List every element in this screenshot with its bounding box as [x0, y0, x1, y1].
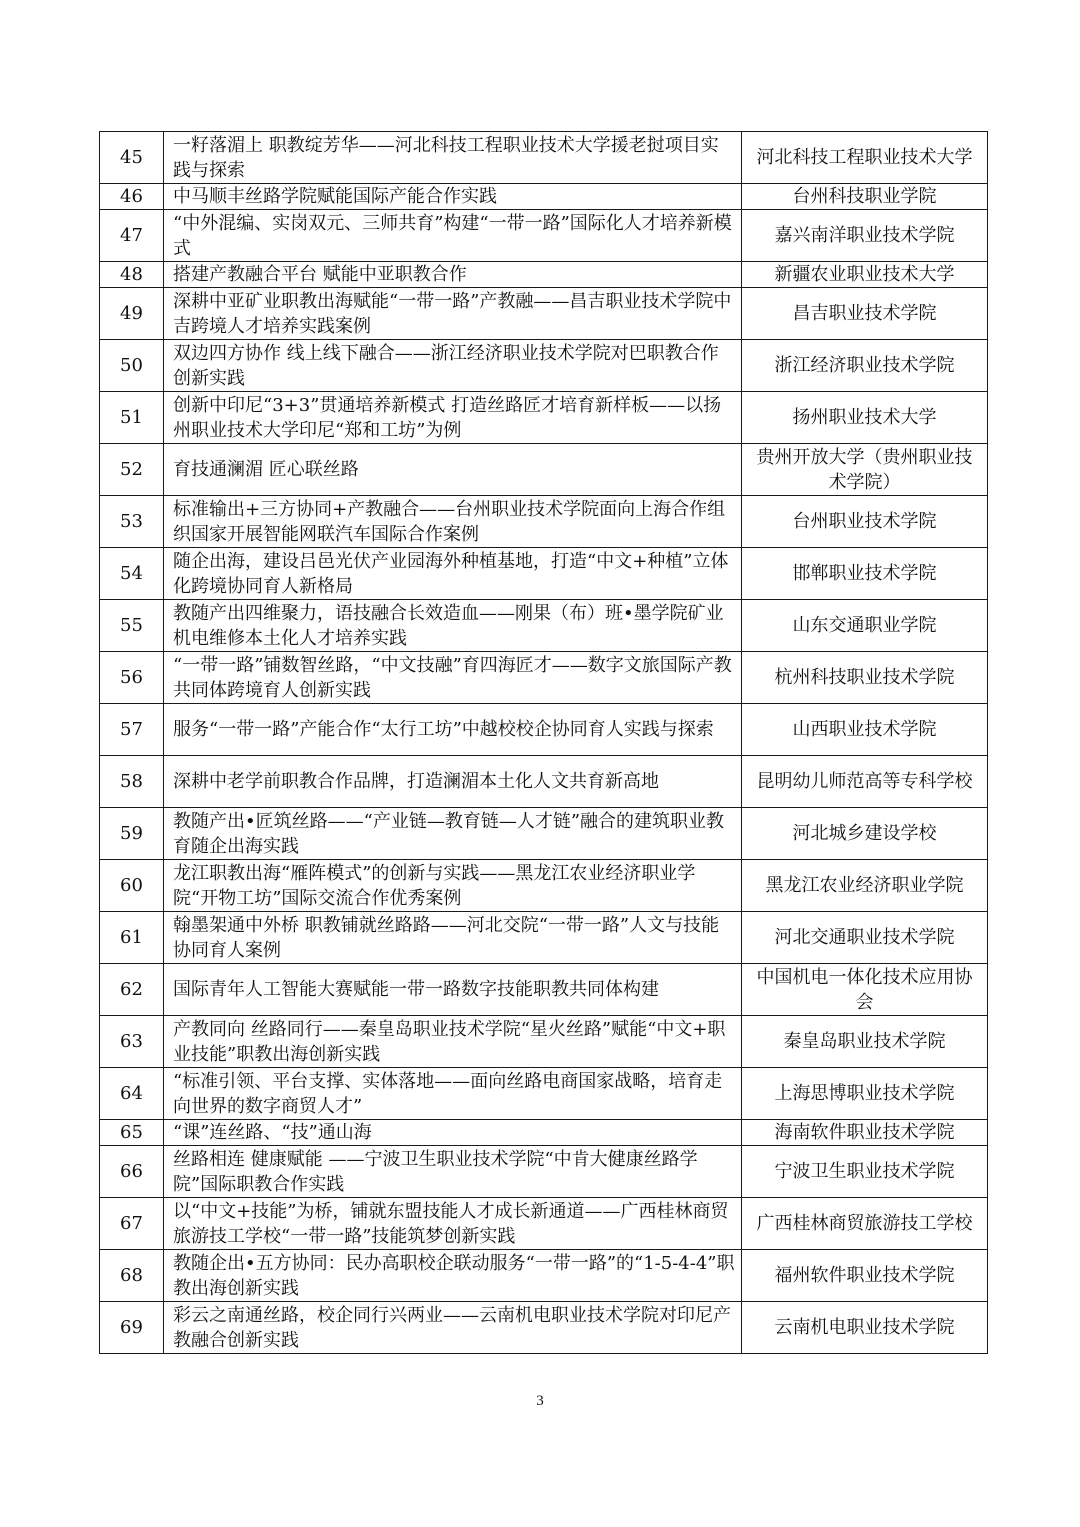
table-row: [100, 1120, 988, 1146]
table-row: [100, 1016, 988, 1068]
table-row: [100, 340, 988, 392]
case-table-body: [100, 132, 988, 1354]
case-title: 翰墨架通中外桥 职教铺就丝路路——河北交院“一带一路”人文与技能协同育人案例: [164, 912, 742, 964]
case-title: 双边四方协作 线上线下融合——浙江经济职业技术学院对巴职教合作创新实践: [164, 340, 742, 392]
row-number: 64: [100, 1068, 164, 1120]
organization-name: 嘉兴南洋职业技术学院: [742, 210, 988, 262]
row-number: 51: [100, 392, 164, 444]
row-number: 55: [100, 600, 164, 652]
case-title: “标准引领、平台支撑、实体落地——面向丝路电商国家战略，培育走向世界的数字商贸人才”: [164, 1068, 742, 1120]
organization-name: 广西桂林商贸旅游技工学校: [742, 1198, 988, 1250]
row-number: 47: [100, 210, 164, 262]
table-row: [100, 392, 988, 444]
organization-name: 扬州职业技术大学: [742, 392, 988, 444]
organization-name: 宁波卫生职业技术学院: [742, 1146, 988, 1198]
row-number: 62: [100, 964, 164, 1016]
table-row: [100, 808, 988, 860]
case-title: 教随产出四维聚力，语技融合长效造血——刚果（布）班•墨学院矿业机电维修本土化人才培养实践: [164, 600, 742, 652]
row-number: 52: [100, 444, 164, 496]
case-title: 育技通澜湄 匠心联丝路: [164, 444, 742, 496]
case-title: 产教同向 丝路同行——秦皇岛职业技术学院“星火丝路”赋能“中文+职业技能”职教出海创新实践: [164, 1016, 742, 1068]
row-number: 66: [100, 1146, 164, 1198]
case-title: 以“中文+技能”为桥，铺就东盟技能人才成长新通道——广西桂林商贸旅游技工学校“一带一路”技能筑梦创新实践: [164, 1198, 742, 1250]
case-title: 龙江职教出海“雁阵模式”的创新与实践——黑龙江农业经济职业学院“开物工坊”国际交流合作优秀案例: [164, 860, 742, 912]
case-title: 服务“一带一路”产能合作“太行工坊”中越校校企协同育人实践与探索: [164, 704, 742, 756]
table-row: [100, 262, 988, 288]
case-title: 深耕中老学前职教合作品牌，打造澜湄本土化人文共育新高地: [164, 756, 742, 808]
organization-name: 秦皇岛职业技术学院: [742, 1016, 988, 1068]
table-row: [100, 548, 988, 600]
table-row: [100, 756, 988, 808]
row-number: 53: [100, 496, 164, 548]
table-row: [100, 444, 988, 496]
case-title: 中马顺丰丝路学院赋能国际产能合作实践: [164, 184, 742, 210]
case-title: “一带一路”铺数智丝路，“中文技融”育四海匠才——数字文旅国际产教共同体跨境育人创新实践: [164, 652, 742, 704]
row-number: 50: [100, 340, 164, 392]
table-row: [100, 1302, 988, 1354]
organization-name: 台州科技职业学院: [742, 184, 988, 210]
table-row: [100, 1250, 988, 1302]
case-title: “中外混编、实岗双元、三师共育”构建“一带一路”国际化人才培养新模式: [164, 210, 742, 262]
organization-name: 河北交通职业技术学院: [742, 912, 988, 964]
row-number: 46: [100, 184, 164, 210]
organization-name: 贵州开放大学（贵州职业技术学院）: [742, 444, 988, 496]
case-table: [99, 131, 988, 1354]
organization-name: 福州软件职业技术学院: [742, 1250, 988, 1302]
organization-name: 上海思博职业技术学院: [742, 1068, 988, 1120]
case-title: 一籽落湄上 职教绽芳华——河北科技工程职业技术大学援老挝项目实践与探索: [164, 132, 742, 184]
case-title: 教随产出•匠筑丝路——“产业链—教育链—人才链”融合的建筑职业教育随企出海实践: [164, 808, 742, 860]
table-row: [100, 184, 988, 210]
case-title: 国际青年人工智能大赛赋能一带一路数字技能职教共同体构建: [164, 964, 742, 1016]
case-title: 搭建产教融合平台 赋能中亚职教合作: [164, 262, 742, 288]
table-row: [100, 600, 988, 652]
organization-name: 海南软件职业技术学院: [742, 1120, 988, 1146]
row-number: 57: [100, 704, 164, 756]
table-row: [100, 704, 988, 756]
table-row: [100, 860, 988, 912]
row-number: 49: [100, 288, 164, 340]
organization-name: 昆明幼儿师范高等专科学校: [742, 756, 988, 808]
table-row: [100, 210, 988, 262]
row-number: 68: [100, 1250, 164, 1302]
table-row: [100, 288, 988, 340]
row-number: 69: [100, 1302, 164, 1354]
organization-name: 山东交通职业学院: [742, 600, 988, 652]
organization-name: 台州职业技术学院: [742, 496, 988, 548]
row-number: 67: [100, 1198, 164, 1250]
table-row: [100, 1198, 988, 1250]
table-row: [100, 964, 988, 1016]
table-row: [100, 652, 988, 704]
organization-name: 黑龙江农业经济职业学院: [742, 860, 988, 912]
page-number: 3: [536, 1393, 544, 1409]
organization-name: 河北城乡建设学校: [742, 808, 988, 860]
table-row: [100, 496, 988, 548]
organization-name: 云南机电职业技术学院: [742, 1302, 988, 1354]
case-title: “课”连丝路、“技”通山海: [164, 1120, 742, 1146]
row-number: 61: [100, 912, 164, 964]
row-number: 63: [100, 1016, 164, 1068]
row-number: 58: [100, 756, 164, 808]
table-row: [100, 912, 988, 964]
table-row: [100, 1146, 988, 1198]
case-title: 随企出海，建设吕邑光伏产业园海外种植基地，打造“中文+种植”立体化跨境协同育人新格局: [164, 548, 742, 600]
table-row: [100, 1068, 988, 1120]
row-number: 65: [100, 1120, 164, 1146]
organization-name: 邯郸职业技术学院: [742, 548, 988, 600]
organization-name: 浙江经济职业技术学院: [742, 340, 988, 392]
organization-name: 中国机电一体化技术应用协会: [742, 964, 988, 1016]
organization-name: 山西职业技术学院: [742, 704, 988, 756]
row-number: 48: [100, 262, 164, 288]
organization-name: 河北科技工程职业技术大学: [742, 132, 988, 184]
case-title: 彩云之南通丝路，校企同行兴两业——云南机电职业技术学院对印尼产教融合创新实践: [164, 1302, 742, 1354]
case-title: 创新中印尼“3+3”贯通培养新模式 打造丝路匠才培育新样板——以扬州职业技术大学印尼“郑和工坊”为例: [164, 392, 742, 444]
case-title: 标准输出+三方协同+产教融合——台州职业技术学院面向上海合作组织国家开展智能网联汽车国际合作案例: [164, 496, 742, 548]
row-number: 54: [100, 548, 164, 600]
table-row: [100, 132, 988, 184]
case-title: 深耕中亚矿业职教出海赋能“一带一路”产教融——昌吉职业技术学院中吉跨境人才培养实践案例: [164, 288, 742, 340]
row-number: 56: [100, 652, 164, 704]
row-number: 60: [100, 860, 164, 912]
case-title: 丝路相连 健康赋能 ——宁波卫生职业技术学院“中肯大健康丝路学院”国际职教合作实践: [164, 1146, 742, 1198]
organization-name: 昌吉职业技术学院: [742, 288, 988, 340]
row-number: 59: [100, 808, 164, 860]
row-number: 45: [100, 132, 164, 184]
case-title: 教随企出•五方协同：民办高职校企联动服务“一带一路”的“1-5-4-4”职教出海创新实践: [164, 1250, 742, 1302]
organization-name: 新疆农业职业技术大学: [742, 262, 988, 288]
organization-name: 杭州科技职业技术学院: [742, 652, 988, 704]
